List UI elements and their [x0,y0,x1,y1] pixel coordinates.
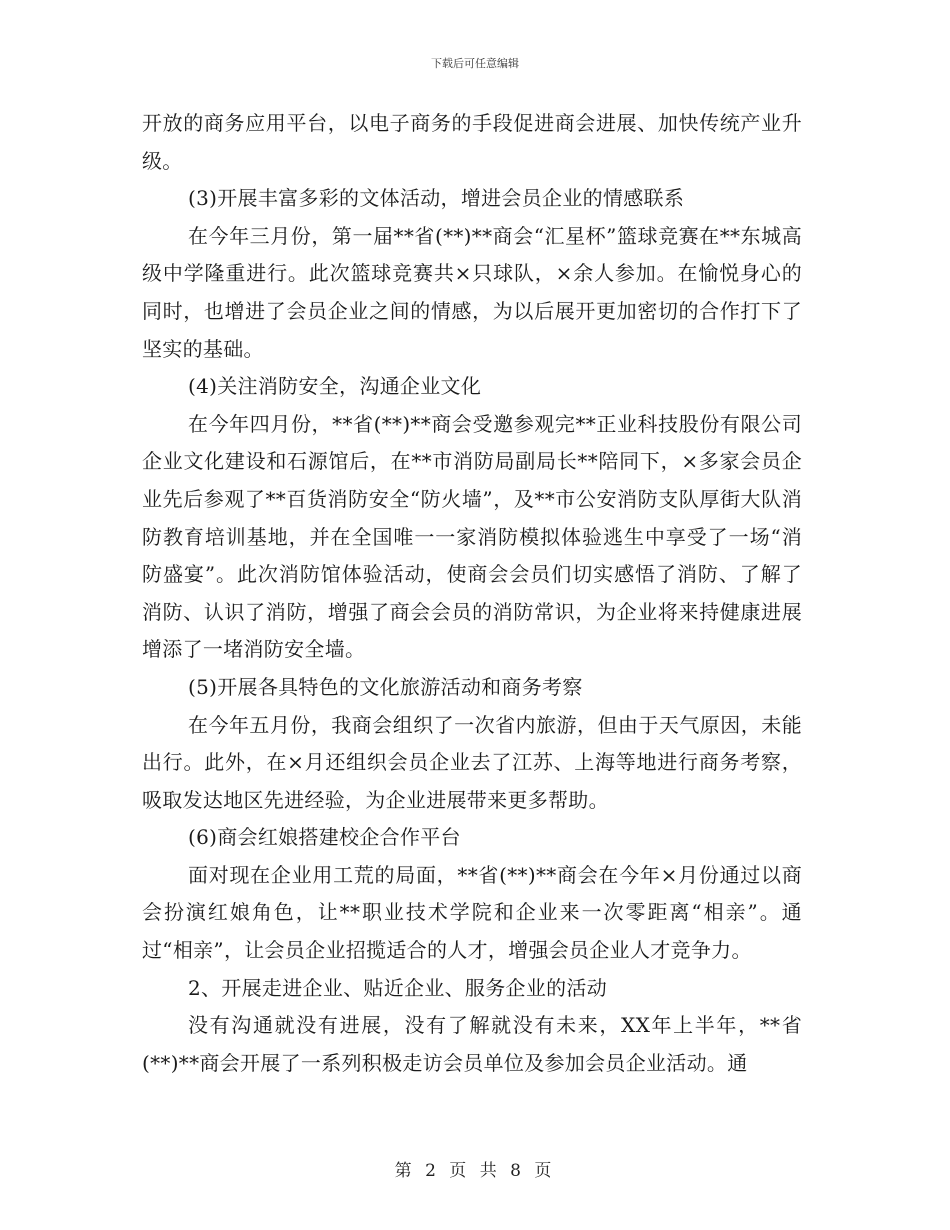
paragraph-travel: 在今年五月份，我商会组织了一次省内旅游，但由于天气原因，未能出行。此外，在×月还组织会员企业去了江苏、上海等地进行商务考察，吸取发达地区先进经验，为企业进展带来更多帮助。 [142,712,802,812]
heading-item-3: (3)开展丰富多彩的文体活动，增进会员企业的情感联系 [188,186,685,211]
paragraph-fire-safety: 在今年四月份，**省(**)**商会受邀参观完**正业科技股份有限公司企业文化建设和石源馆后，在**市消防局副局长**陪同下，×多家会员企业先后参观了**百货消防安全“防火墙”，及**市公安消防支队厚街大队消防教育培训基地，并在全国唯一一家消防模拟体验逃生中享受了一场“消防盛宴”。此次消防馆体验活动，使商会会员们切实感悟了消防、了解了消防、认识了消防，增强了商会会员的消防常识，为企业将来持健康进展增添了一堵消防安全墙。 [142,411,802,662]
document-body [142,105,802,1082]
page-header: 下载后可任意编辑 [431,57,519,70]
page-number: 第 2 页 共 8 页 [394,1161,556,1181]
heading-item-6: (6)商会红娘搭建校企合作平台 [188,825,461,850]
paragraph-1: 开放的商务应用平台，以电子商务的手段促进商会进展、加快传统产业升级。 [142,111,802,173]
heading-section-2: 2、开展走进企业、贴近企业、服务企业的活动 [188,975,608,1000]
paragraph-visits: 没有沟通就没有进展，没有了解就没有未来，XX年上半年，**省(**)**商会开展了一系列积极走访会员单位及参加会员企业活动。通 [142,1013,802,1075]
paragraph-basketball: 在今年三月份，第一届**省(**)**商会“汇星杯”篮球竞赛在**东城高级中学隆重进行。此次篮球竞赛共×只球队，×余人参加。在愉悦身心的同时，也增进了会员企业之间的情感，为以后展开更加密切的合作打下了坚实的基础。 [142,223,802,361]
paragraph-school-enterprise: 面对现在企业用工荒的局面，**省(**)**商会在今年×月份通过以商会扮演红娘角色，让**职业技术学院和企业来一次零距离“相亲”。通过“相亲”，让会员企业招揽适合的人才，增强会员企业人才竞争力。 [142,862,802,963]
heading-item-5: (5)开展各具特色的文化旅游活动和商务考察 [188,674,583,699]
heading-item-4: (4)关注消防安全，沟通企业文化 [188,374,482,399]
